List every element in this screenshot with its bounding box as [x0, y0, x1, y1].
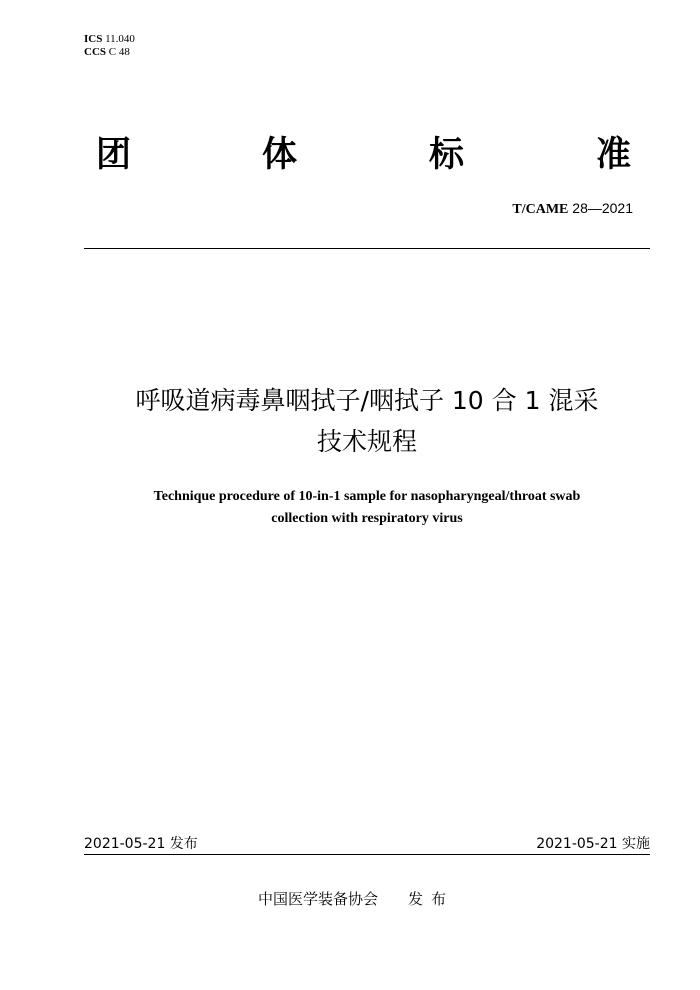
- issue-date: 2021-05-21 发布: [84, 836, 198, 852]
- issuer-action: 发布: [408, 890, 455, 908]
- top-divider: [84, 248, 650, 249]
- classification-codes: [84, 33, 135, 59]
- issuer: [258, 888, 454, 909]
- bottom-divider: [84, 854, 650, 855]
- standard-type-char: 准: [596, 135, 632, 175]
- issuer-org: 中国医学装备协会: [258, 890, 379, 908]
- standard-number: T/CAME 28—2021: [512, 200, 633, 217]
- implement-date: 2021-05-21 实施: [536, 836, 650, 852]
- ics-code: ICS 11.040: [84, 33, 135, 45]
- ccs-code: CCS C 48: [84, 46, 130, 58]
- title-en-line2: collection with respiratory virus: [271, 511, 463, 526]
- standard-type-heading: [84, 130, 650, 180]
- title-cn-line2: 技术规程: [316, 427, 417, 456]
- title-en-line1: Technique procedure of 10-in-1 sample for nasopharyngeal/throat swab: [153, 489, 581, 504]
- title-cn-line1: 呼吸道病毒鼻咽拭子/咽拭子 10 合 1 混采: [135, 386, 599, 415]
- standard-type-char: 标: [429, 135, 465, 175]
- standard-type-char: 团: [96, 135, 132, 175]
- standard-type-char: 体: [262, 135, 298, 175]
